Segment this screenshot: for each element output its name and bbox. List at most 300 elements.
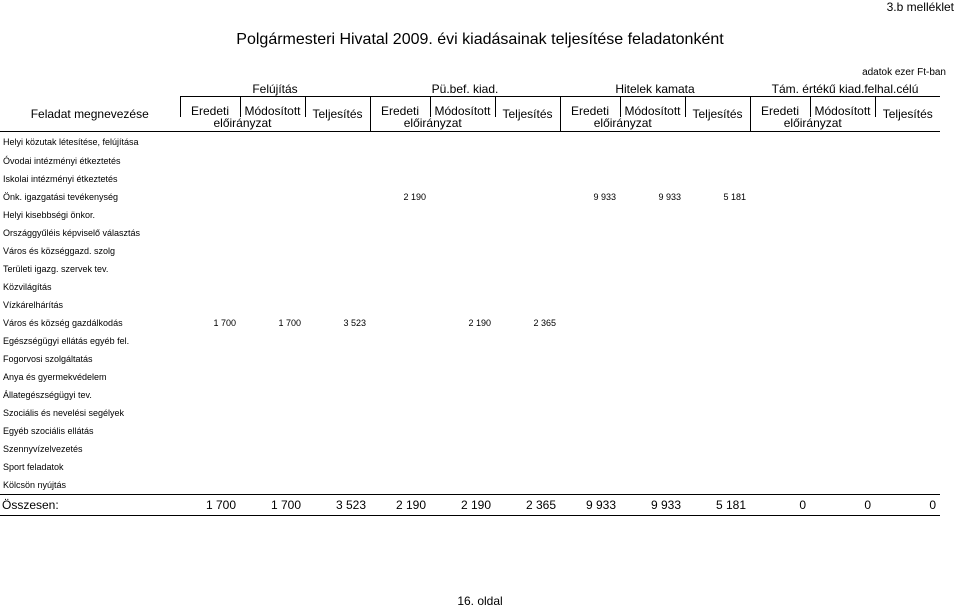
value-cell [430, 188, 495, 206]
value-cell [495, 440, 560, 458]
value-cell [430, 152, 495, 170]
table-row [0, 422, 940, 440]
value-cell [685, 170, 750, 188]
value-cell [560, 440, 620, 458]
value-cell [750, 296, 810, 314]
value-cell [750, 368, 810, 386]
value-cell [620, 170, 685, 188]
task-name: Város és községgazd. szolg [3, 245, 116, 256]
value-cell [560, 260, 620, 278]
value-cell [810, 242, 875, 260]
value-cell [685, 278, 750, 296]
value-cell [180, 170, 240, 188]
value-cell [370, 132, 430, 153]
value-cell [370, 206, 430, 224]
value-cell [810, 224, 875, 242]
task-name: Város és község gazdálkodás [3, 317, 123, 328]
value-cell: 1 700 [240, 495, 305, 516]
value-cell: 9 933 [593, 191, 616, 202]
value-cell [685, 260, 750, 278]
table-row [0, 314, 940, 332]
value-cell [495, 278, 560, 296]
annex-label: 3.b melléklet [886, 0, 954, 14]
task-name: Állategészségügyi tev. [3, 389, 92, 400]
eredeti-header: Eredeti [180, 97, 240, 118]
task-name: Szociális és nevelési segélyek [3, 407, 125, 418]
value-cell [750, 206, 810, 224]
total-row [0, 495, 940, 516]
value-cell [305, 476, 370, 495]
table-row [0, 404, 940, 422]
value-cell [240, 260, 305, 278]
value-cell [240, 242, 305, 260]
eloiranyzat-header: előirányzat [750, 117, 875, 132]
value-cell [560, 170, 620, 188]
value-cell [750, 404, 810, 422]
task-name: Helyi közutak létesítése, felújítása [0, 132, 180, 153]
value-cell [620, 260, 685, 278]
task-name: Egészségügyi ellátás egyéb fel. [3, 335, 130, 346]
value-cell [810, 132, 875, 153]
value-cell [810, 404, 875, 422]
value-cell [810, 458, 875, 476]
value-cell [495, 132, 560, 153]
value-cell [430, 350, 495, 368]
value-cell [875, 170, 940, 188]
value-cell [685, 458, 750, 476]
value-cell [685, 314, 750, 332]
value-cell [495, 332, 560, 350]
value-cell [370, 224, 430, 242]
value-cell [750, 386, 810, 404]
value-cell [180, 188, 240, 206]
value-cell [620, 278, 685, 296]
value-cell [810, 170, 875, 188]
value-cell [620, 368, 685, 386]
value-cell [370, 314, 430, 332]
value-cell [495, 404, 560, 422]
value-cell [685, 476, 750, 495]
value-cell [370, 404, 430, 422]
value-cell [620, 314, 685, 332]
value-cell [240, 278, 305, 296]
task-name: Egyéb szociális ellátás [3, 425, 94, 436]
value-cell [180, 476, 240, 495]
table-row [0, 476, 940, 495]
value-cell [810, 368, 875, 386]
task-name: Kölcsön nyújtás [3, 479, 67, 490]
value-cell [180, 224, 240, 242]
value-cell [305, 350, 370, 368]
value-cell [370, 152, 430, 170]
value-cell [370, 458, 430, 476]
value-cell [750, 278, 810, 296]
value-cell [810, 296, 875, 314]
task-name: Anya és gyermekvédelem [3, 371, 107, 382]
value-cell [495, 296, 560, 314]
value-cell [810, 206, 875, 224]
value-cell [875, 458, 940, 476]
table-row [0, 170, 940, 188]
task-name: Területi igazg. szervek tev. [3, 263, 109, 274]
value-cell: 9 933 [560, 495, 620, 516]
value-cell [240, 350, 305, 368]
value-cell [875, 404, 940, 422]
value-cell [875, 440, 940, 458]
value-cell [750, 476, 810, 495]
value-cell [180, 152, 240, 170]
table-row [0, 440, 940, 458]
value-cell [240, 132, 305, 153]
value-cell [495, 422, 560, 440]
modositott-header: Módosított [240, 97, 305, 118]
value-cell [495, 152, 560, 170]
table-row [0, 296, 940, 314]
value-cell [430, 404, 495, 422]
eloiranyzat-header: előirányzat [560, 117, 685, 132]
value-cell [875, 314, 940, 332]
value-cell: 9 933 [658, 191, 681, 202]
value-cell: 1 700 [180, 495, 240, 516]
value-cell [430, 132, 495, 153]
table-row [0, 188, 940, 206]
value-cell [620, 332, 685, 350]
value-cell [240, 458, 305, 476]
value-cell [750, 132, 810, 153]
value-cell [240, 440, 305, 458]
value-cell [875, 132, 940, 153]
value-cell [875, 152, 940, 170]
header-spacer [0, 82, 180, 97]
value-cell [430, 332, 495, 350]
value-cell [750, 458, 810, 476]
value-cell [370, 296, 430, 314]
table-row [0, 278, 940, 296]
eredeti-header: Eredeti [560, 97, 620, 118]
value-cell [240, 152, 305, 170]
value-cell [180, 404, 240, 422]
value-cell: 0 [750, 495, 810, 516]
value-cell [495, 224, 560, 242]
value-cell [685, 152, 750, 170]
table-row [0, 224, 940, 242]
value-cell [810, 278, 875, 296]
value-cell [370, 386, 430, 404]
value-cell [685, 440, 750, 458]
table-row [0, 458, 940, 476]
value-cell [560, 404, 620, 422]
value-cell [810, 386, 875, 404]
value-cell [240, 422, 305, 440]
value-cell [180, 368, 240, 386]
value-cell [370, 242, 430, 260]
value-cell [495, 260, 560, 278]
value-cell [560, 152, 620, 170]
value-cell [875, 422, 940, 440]
value-cell [875, 206, 940, 224]
value-cell [620, 296, 685, 314]
modositott-header: Módosított [620, 97, 685, 118]
value-cell [430, 422, 495, 440]
value-cell [430, 476, 495, 495]
value-cell [305, 386, 370, 404]
value-cell [810, 314, 875, 332]
value-cell [430, 224, 495, 242]
value-cell [560, 422, 620, 440]
modositott-header: Módosított [810, 97, 875, 118]
eloiranyzat-header: előirányzat [370, 117, 495, 132]
value-cell [810, 422, 875, 440]
total-label: Összesen: [0, 495, 180, 516]
value-cell [495, 458, 560, 476]
eloiranyzat-header: előirányzat [180, 117, 305, 132]
value-cell [810, 350, 875, 368]
task-column-header: Feladat megnevezése [30, 106, 149, 121]
group-header-hitelek: Hitelek kamata [560, 82, 750, 97]
modositott-header: Módosított [430, 97, 495, 118]
value-cell [430, 440, 495, 458]
value-cell [240, 296, 305, 314]
value-cell: 5 181 [723, 191, 746, 202]
value-cell [495, 476, 560, 495]
teljesites-header: Teljesítés [495, 97, 560, 132]
value-cell: 1 700 [213, 317, 236, 328]
teljesites-header: Teljesítés [685, 97, 750, 132]
value-cell [750, 152, 810, 170]
task-name: Sport feladatok [3, 461, 64, 472]
value-cell [180, 350, 240, 368]
value-cell [560, 314, 620, 332]
value-cell [875, 224, 940, 242]
value-cell [370, 422, 430, 440]
value-cell [430, 386, 495, 404]
value-cell [305, 278, 370, 296]
value-cell [180, 132, 240, 153]
value-cell [810, 332, 875, 350]
value-cell [685, 386, 750, 404]
value-cell: 2 365 [533, 317, 556, 328]
group-header-pubef: Pü.bef. kiad. [370, 82, 560, 97]
value-cell [495, 188, 560, 206]
value-cell [180, 422, 240, 440]
value-cell [240, 404, 305, 422]
unit-note: adatok ezer Ft-ban [862, 67, 946, 78]
value-cell [750, 350, 810, 368]
value-cell [620, 422, 685, 440]
value-cell [620, 458, 685, 476]
value-cell [180, 260, 240, 278]
value-cell [370, 332, 430, 350]
task-name: Közvilágítás [3, 281, 52, 292]
value-cell [810, 152, 875, 170]
table-row [0, 386, 940, 404]
value-cell [810, 476, 875, 495]
value-cell [810, 188, 875, 206]
value-cell [875, 296, 940, 314]
table-row [0, 332, 940, 350]
teljesites-header: Teljesítés [305, 97, 370, 132]
value-cell [305, 332, 370, 350]
value-cell [180, 278, 240, 296]
value-cell [305, 422, 370, 440]
value-cell [240, 386, 305, 404]
value-cell [685, 350, 750, 368]
value-cell [750, 242, 810, 260]
value-cell: 2 190 [430, 495, 495, 516]
value-cell [810, 260, 875, 278]
value-cell [560, 296, 620, 314]
group-header-tam: Tám. értékű kiad.felhal.célú [750, 82, 940, 97]
table-row [0, 132, 940, 153]
value-cell [305, 206, 370, 224]
value-cell [370, 350, 430, 368]
value-cell [370, 260, 430, 278]
value-cell [560, 458, 620, 476]
value-cell [305, 296, 370, 314]
value-cell [240, 170, 305, 188]
value-cell [685, 404, 750, 422]
value-cell [305, 368, 370, 386]
value-cell [305, 404, 370, 422]
value-cell: 9 933 [620, 495, 685, 516]
task-name: Óvodai intézményi étkeztetés [3, 155, 121, 166]
table-row [0, 350, 940, 368]
value-cell [305, 260, 370, 278]
value-cell [685, 422, 750, 440]
value-cell [685, 242, 750, 260]
task-name: Fogorvosi szolgáltatás [3, 353, 93, 364]
value-cell [750, 332, 810, 350]
value-cell: 3 523 [305, 495, 370, 516]
value-cell [620, 152, 685, 170]
value-cell [560, 368, 620, 386]
value-cell [240, 224, 305, 242]
page-number: 16. oldal [457, 594, 503, 608]
task-name: Szennyvízelvezetés [3, 443, 83, 454]
value-cell [430, 260, 495, 278]
value-cell [180, 296, 240, 314]
value-cell [875, 260, 940, 278]
value-cell [875, 188, 940, 206]
value-cell [620, 350, 685, 368]
value-cell: 5 181 [685, 495, 750, 516]
value-cell [620, 242, 685, 260]
value-cell: 2 365 [495, 495, 560, 516]
value-cell [620, 386, 685, 404]
value-cell [560, 350, 620, 368]
value-cell [240, 188, 305, 206]
value-cell [495, 386, 560, 404]
value-cell [750, 188, 810, 206]
value-cell: 2 190 [403, 191, 426, 202]
table-row [0, 368, 940, 386]
value-cell [750, 260, 810, 278]
value-cell [305, 458, 370, 476]
value-cell [560, 242, 620, 260]
value-cell [370, 440, 430, 458]
value-cell [430, 242, 495, 260]
table-row [0, 206, 940, 224]
value-cell [370, 368, 430, 386]
value-cell [875, 368, 940, 386]
table-row [0, 152, 940, 170]
task-name: Iskolai intézményi étkeztetés [3, 173, 118, 184]
value-cell [370, 170, 430, 188]
value-cell [560, 132, 620, 153]
value-cell [685, 368, 750, 386]
value-cell: 1 700 [278, 317, 301, 328]
value-cell: 0 [810, 495, 875, 516]
value-cell [750, 170, 810, 188]
value-cell [875, 386, 940, 404]
teljesites-header: Teljesítés [882, 107, 933, 121]
value-cell: 0 [875, 495, 940, 516]
value-cell [180, 332, 240, 350]
value-cell [875, 476, 940, 495]
page-title: Polgármesteri Hivatal 2009. évi kiadásainak teljesítése feladatonként [236, 31, 724, 48]
value-cell [620, 440, 685, 458]
task-name: Országgyűléis képviselő választás [3, 227, 141, 238]
value-cell [305, 132, 370, 153]
value-cell [560, 332, 620, 350]
value-cell [560, 278, 620, 296]
value-cell [875, 350, 940, 368]
value-cell [560, 476, 620, 495]
value-cell [750, 440, 810, 458]
value-cell [240, 332, 305, 350]
value-cell [430, 206, 495, 224]
value-cell [180, 386, 240, 404]
value-cell [495, 206, 560, 224]
value-cell [430, 296, 495, 314]
value-cell [810, 440, 875, 458]
value-cell [560, 206, 620, 224]
eredeti-header: Eredeti [750, 97, 810, 118]
value-cell [305, 170, 370, 188]
value-cell [685, 332, 750, 350]
eredeti-header: Eredeti [370, 97, 430, 118]
value-cell [305, 242, 370, 260]
value-cell [180, 440, 240, 458]
value-cell [370, 476, 430, 495]
value-cell [750, 422, 810, 440]
value-cell [620, 224, 685, 242]
value-cell [180, 458, 240, 476]
value-cell [685, 206, 750, 224]
value-cell [685, 132, 750, 153]
value-cell [495, 170, 560, 188]
value-cell [495, 242, 560, 260]
value-cell [240, 368, 305, 386]
value-cell [685, 224, 750, 242]
value-cell [305, 224, 370, 242]
value-cell [305, 188, 370, 206]
value-cell [685, 296, 750, 314]
task-name: Vízkárelhárítás [3, 299, 64, 310]
value-cell [430, 278, 495, 296]
value-cell [180, 206, 240, 224]
value-cell: 2 190 [370, 495, 430, 516]
value-cell [750, 314, 810, 332]
value-cell [620, 206, 685, 224]
task-name: Helyi kisebbségi önkor. [3, 209, 96, 220]
value-cell [180, 242, 240, 260]
value-cell [560, 224, 620, 242]
value-cell [620, 476, 685, 495]
value-cell [875, 242, 940, 260]
value-cell [495, 368, 560, 386]
table-row [0, 242, 940, 260]
